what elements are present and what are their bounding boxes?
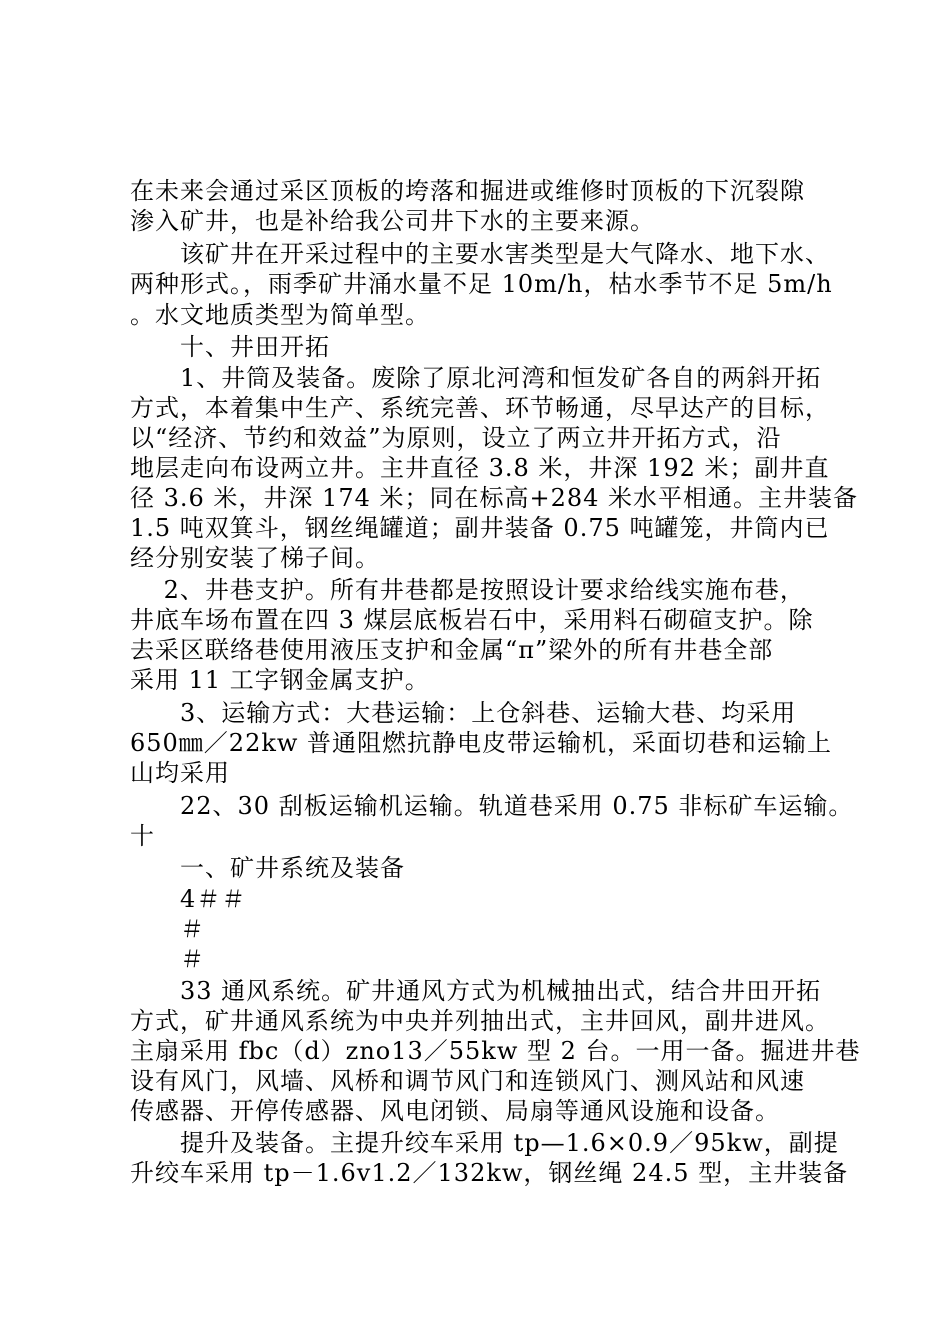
- body-text-line: 1.5 吨双箕斗，钢丝绳罐道；副井装备 0.75 吨罐笼，井筒内已: [130, 514, 830, 542]
- body-text-line: 山均采用: [130, 759, 230, 787]
- body-text-line: 4＃＃: [130, 885, 247, 913]
- body-text-line: 。水文地质类型为简单型。: [130, 301, 430, 329]
- body-text-line: 650㎜／22kw 普通阻燃抗静电皮带运输机，采面切巷和运输上: [130, 729, 833, 757]
- body-text-line: 在未来会通过采区顶板的垮落和掘进或维修时顶板的下沉裂隙: [130, 177, 805, 205]
- body-text-line: 22、30 刮板运输机运输。轨道巷采用 0.75 非标矿车运输。: [130, 792, 854, 820]
- body-text-line: 设有风门，风墙、风桥和调节风门和连锁风门、测风站和风速: [130, 1067, 805, 1095]
- body-text-line: 去采区联络巷使用液压支护和金属“π”梁外的所有井巷全部: [130, 636, 774, 664]
- body-text-line: 方式，矿井通风系统为中央并列抽出式，主井回风，副井进风。: [130, 1007, 830, 1035]
- section-heading: 一、矿井系统及装备: [130, 854, 405, 882]
- body-text-line: ＃: [130, 915, 205, 943]
- body-text-line: 该矿井在开采过程中的主要水害类型是大气降水、地下水、: [130, 240, 830, 268]
- body-text-line: 井底车场布置在四 3 煤层底板岩石中，采用料石砌碹支护。除: [130, 606, 814, 634]
- body-text-line: 1、井筒及装备。废除了原北河湾和恒发矿各自的两斜开拓: [130, 364, 822, 392]
- body-text-line: 采用 11 工字钢金属支护。: [130, 666, 430, 694]
- body-text-line: 主扇采用 fbc（d）zno13／55kw 型 2 台。一用一备。掘进井巷: [130, 1037, 861, 1065]
- body-text-line: 十: [130, 822, 155, 850]
- body-text-line: ＃: [130, 945, 205, 973]
- body-text-line: 两种形式。，雨季矿井涌水量不足 10m/h，枯水季节不足 5m/h: [130, 270, 833, 298]
- body-text-line: 经分别安装了梯子间。: [130, 544, 380, 572]
- section-heading: 十、井田开拓: [130, 333, 330, 361]
- body-text-line: 地层走向布设两立井。主井直径 3.8 米，井深 192 米；副井直: [130, 454, 830, 482]
- body-text-line: 方式，本着集中生产、系统完善、环节畅通，尽早达产的目标，: [130, 394, 830, 422]
- body-text-line: 3、运输方式：大巷运输：上仓斜巷、运输大巷、均采用: [130, 699, 797, 727]
- body-text-line: 升绞车采用 tp－1.6v1.2／132kw，钢丝绳 24.5 型，主井装备: [130, 1159, 849, 1187]
- body-text-line: 33 通风系统。矿井通风方式为机械抽出式，结合井田开拓: [130, 977, 822, 1005]
- body-text-line: 2、井巷支护。所有井巷都是按照设计要求给线实施布巷，: [130, 576, 805, 604]
- body-text-line: 提升及装备。主提升绞车采用 tp—1.6×0.9／95kw，副提: [130, 1129, 839, 1157]
- body-text-line: 以“经济、节约和效益”为原则，设立了两立井开拓方式，沿: [130, 424, 782, 452]
- body-text-line: 径 3.6 米，井深 174 米；同在标高+284 米水平相通。主井装备: [130, 484, 859, 512]
- body-text-line: 传感器、开停传感器、风电闭锁、局扇等通风设施和设备。: [130, 1097, 780, 1125]
- body-text-line: 渗入矿井，也是补给我公司井下水的主要来源。: [130, 207, 655, 235]
